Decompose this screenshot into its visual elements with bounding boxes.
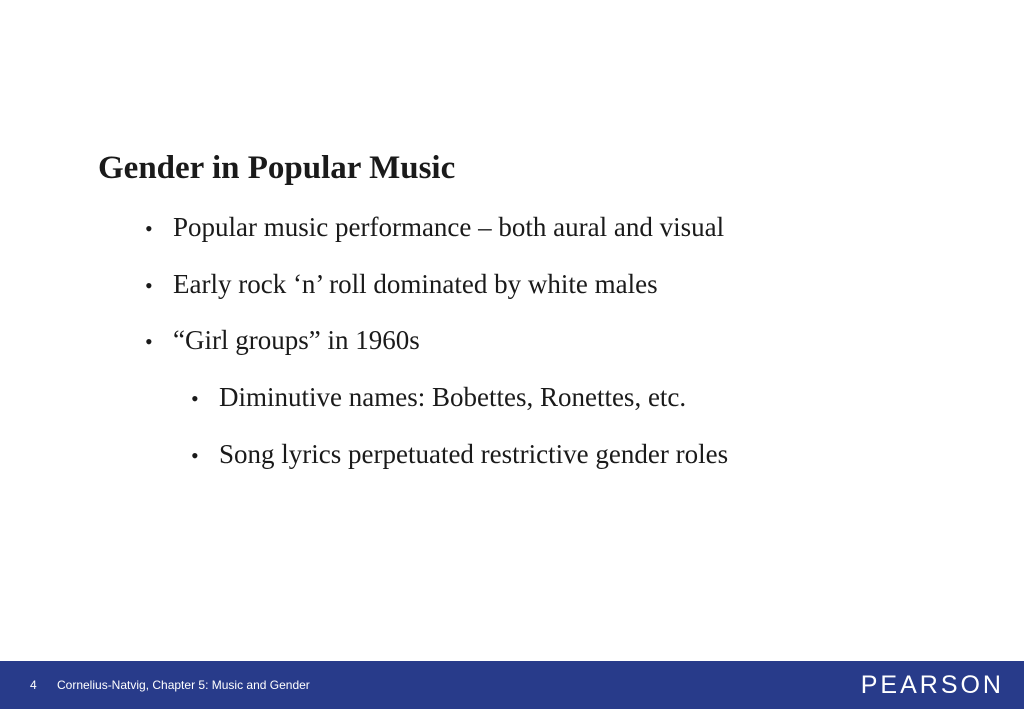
sub-bullet-item	[191, 436, 728, 474]
bullet-item	[145, 266, 658, 304]
footer-source: Cornelius-Natvig, Chapter 5: Music and Gender	[57, 678, 310, 692]
bullet-icon: •	[191, 443, 199, 468]
pearson-logo: PEARSON	[860, 671, 1004, 699]
bullet-icon: •	[145, 216, 153, 241]
bullet-icon: •	[145, 273, 153, 298]
page-number: 4	[30, 678, 37, 692]
bullet-icon: •	[191, 386, 199, 411]
bullet-item	[145, 322, 420, 360]
bullet-text: Popular music performance – both aural and visual	[173, 212, 725, 242]
bullet-text: Diminutive names: Bobettes, Ronettes, etc.	[219, 382, 687, 412]
bullet-text: Song lyrics perpetuated restrictive gender roles	[219, 439, 729, 469]
bullet-text: Early rock ‘n’ roll dominated by white males	[173, 269, 658, 299]
bullet-text: “Girl groups” in 1960s	[173, 325, 420, 355]
sub-bullet-item	[191, 379, 686, 417]
slide-title: Gender in Popular Music	[98, 150, 456, 186]
bullet-item	[145, 209, 724, 247]
bullet-icon: •	[145, 329, 153, 354]
footer-bar	[0, 661, 1024, 709]
